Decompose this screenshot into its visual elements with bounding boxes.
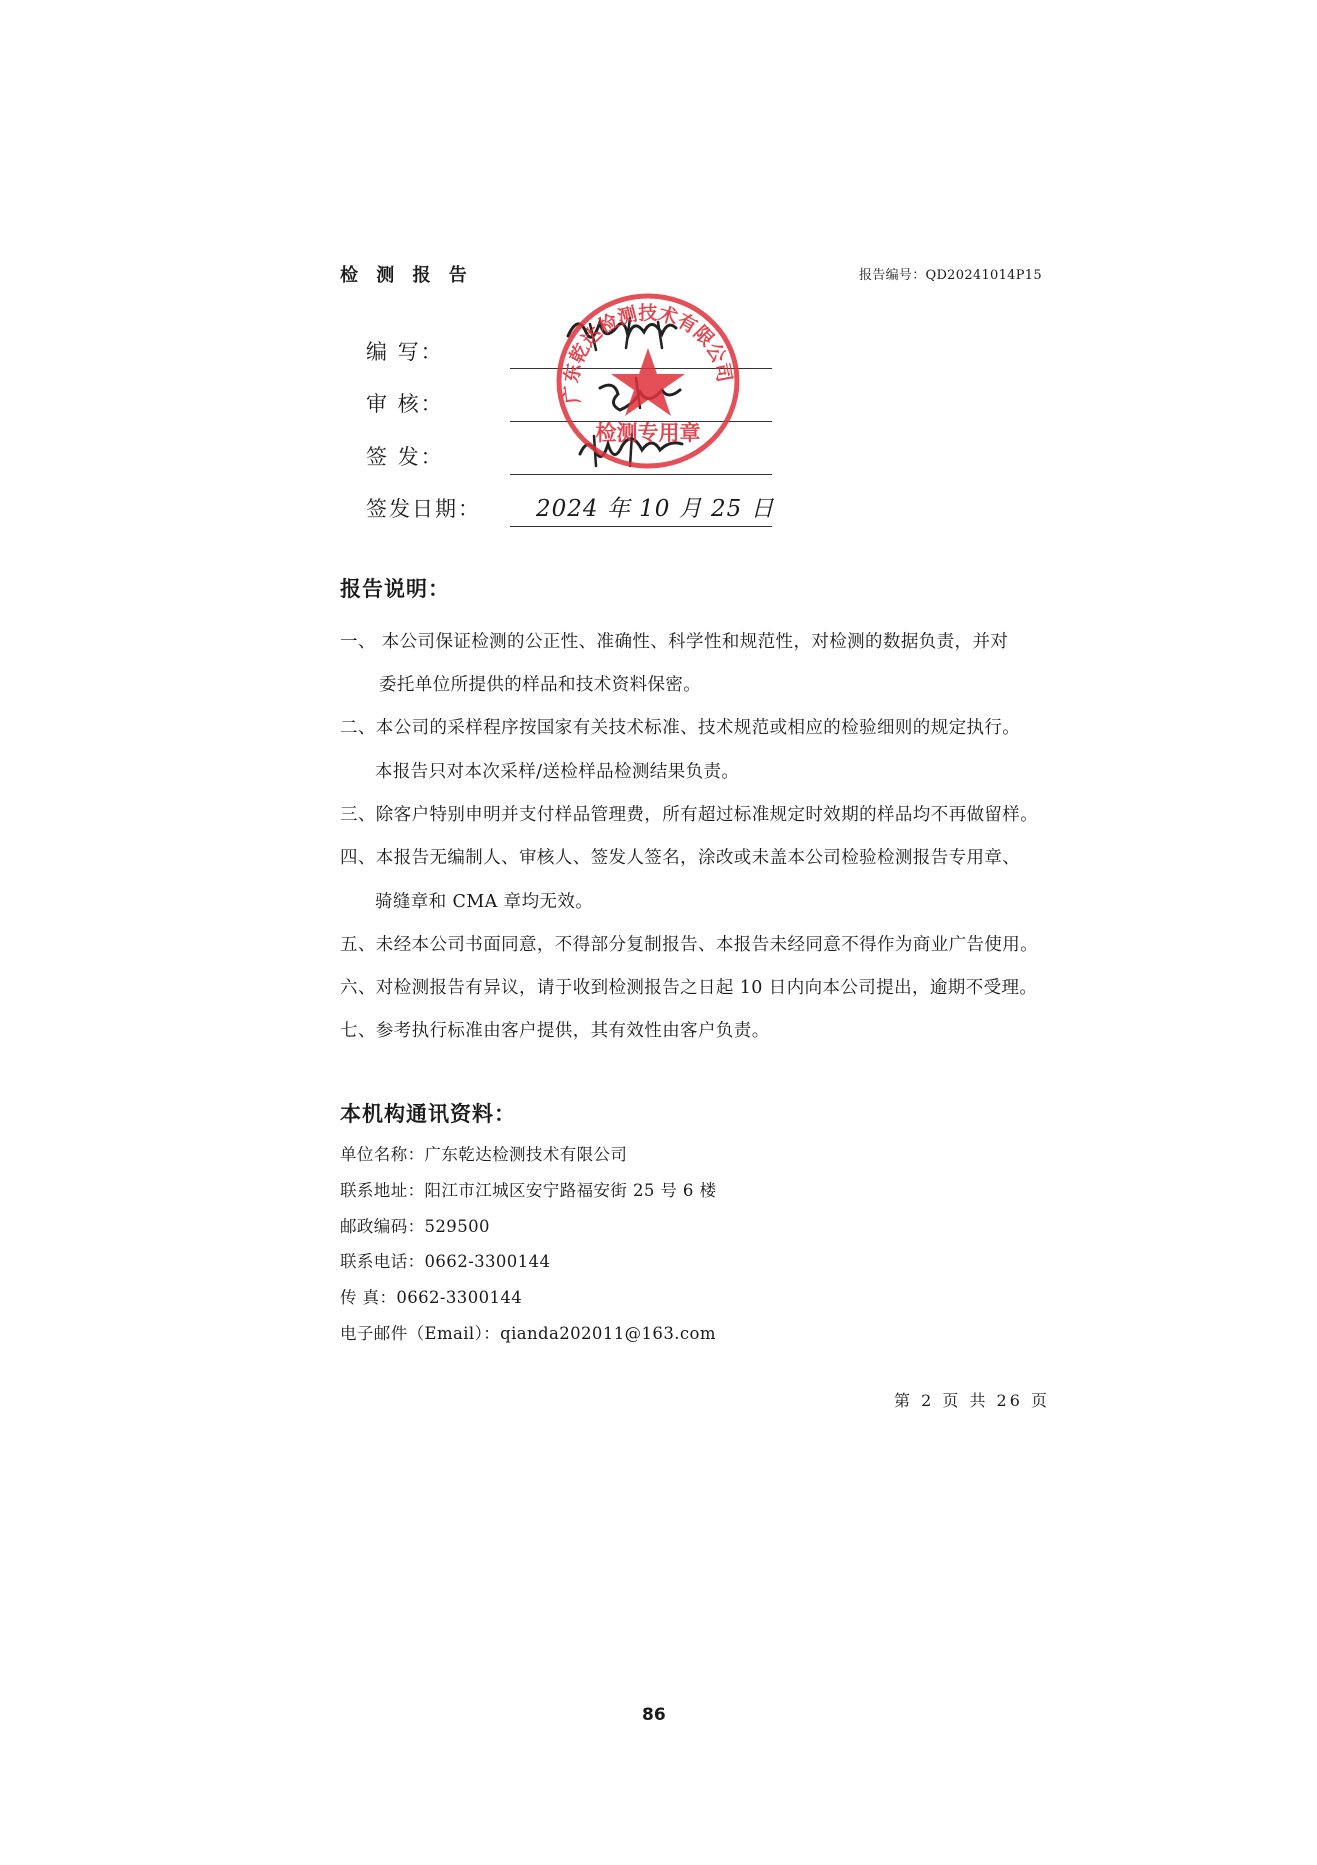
note-line: 四、本报告无编制人、审核人、签发人签名，涂改或未盖本公司检验检测报告专用章、 (340, 848, 1021, 868)
company-seal-stamp (553, 290, 743, 472)
page-number: 86 (642, 1705, 666, 1725)
note-line: 六、对检测报告有异议，请于收到检测报告之日起 10 日内向本公司提出，逾期不受理。 (340, 978, 1038, 998)
sig-label-reviewer: 审 核： (366, 392, 444, 416)
svg-text:检测专用章: 检测专用章 (595, 421, 701, 445)
sig-label-author: 编 写： (366, 340, 444, 364)
svg-text:广东乾达检测技术有限公司: 广东乾达检测技术有限公司 (560, 302, 736, 405)
contact-phone: 联系电话：0662-3300144 (340, 1252, 551, 1271)
contact-email[interactable]: 电子邮件（Email）：qianda202011@163.com (340, 1324, 716, 1343)
note-line: 三、除客户特别申明并支付样品管理费，所有超过标准规定时效期的样品均不再做留样。 (340, 805, 1039, 825)
sig-line-issue-date (510, 526, 772, 527)
contact-heading: 本机构通讯资料： (340, 1102, 516, 1126)
report-number: 报告编号：QD20241014P15 (859, 268, 1042, 283)
note-line: 骑缝章和 CMA 章均无效。 (375, 892, 594, 912)
issue-date-value: 2024 年 10 月 25 日 (536, 496, 775, 522)
document-title: 检 测 报 告 (340, 265, 473, 286)
note-line: 一、 本公司保证检测的公正性、准确性、科学性和规范性，对检测的数据负责，并对 (340, 632, 1009, 652)
page-info: 第 2 页 共 26 页 (894, 1391, 1050, 1410)
note-line: 二、本公司的采样程序按国家有关技术标准、技术规范或相应的检验细则的规定执行。 (340, 718, 1021, 738)
contact-fax: 传 真：0662-3300144 (340, 1288, 523, 1307)
contact-postcode: 邮政编码：529500 (340, 1217, 490, 1236)
sig-label-approver: 签 发： (366, 445, 444, 469)
contact-address: 联系地址：阳江市江城区安宁路福安街 25 号 6 楼 (340, 1181, 717, 1200)
note-line: 本报告只对本次采样/送检样品检测结果负责。 (375, 762, 740, 782)
note-line: 五、未经本公司书面同意，不得部分复制报告、本报告未经同意不得作为商业广告使用。 (340, 935, 1039, 955)
note-line: 委托单位所提供的样品和技术资料保密。 (379, 675, 702, 695)
note-line: 七、参考执行标准由客户提供，其有效性由客户负责。 (340, 1021, 770, 1041)
contact-company-name: 单位名称：广东乾达检测技术有限公司 (340, 1145, 628, 1164)
sig-label-issue-date: 签发日期： (366, 497, 481, 521)
notes-heading: 报告说明： (340, 577, 450, 601)
